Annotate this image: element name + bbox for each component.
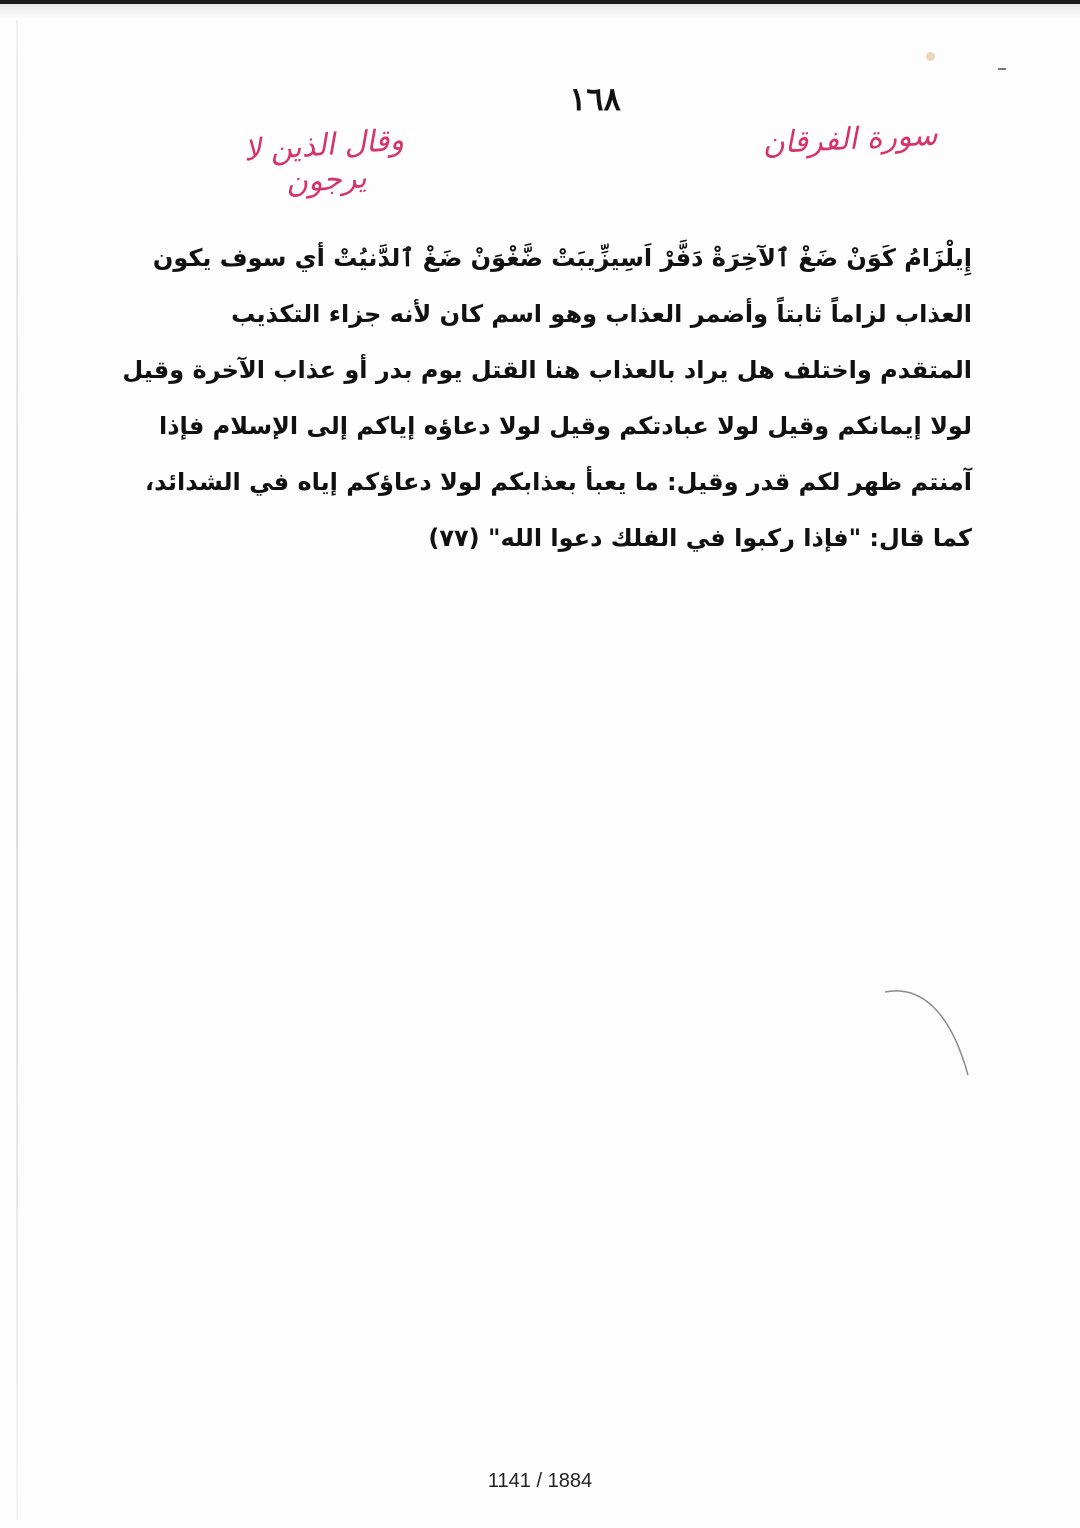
body-line: المتقدم واختلف هل يراد بالعذاب هنا القتل يوم بدر أو عذاب الآخرة وقيل	[122, 356, 972, 384]
handwritten-header-left: وقال الذين لا يرجون	[242, 122, 405, 201]
scan-speck	[926, 52, 935, 61]
scan-mark	[998, 68, 1006, 70]
pencil-arc-mark	[880, 980, 980, 1090]
body-paragraph	[122, 230, 972, 566]
page-number: ١٦٨	[569, 80, 621, 118]
body-line: إِيلْزَامُ كَوَنْ ضَغْ ٱلآخِرَةْ دَفَّرْ اَسِيزِّيبَتْ ضَّغْوَنْ ضَغْ ٱلدَّنيُتْ أي سوف يكون	[152, 244, 972, 272]
body-line: كما قال: "فإذا ركبوا في الفلك دعوا الله" (٧٧)	[428, 524, 972, 552]
scan-left-edge	[16, 20, 18, 1520]
body-line: العذاب لزاماً ثابتاً وأضمر العذاب وهو اسم كان لأنه جزاء التكذيب	[231, 300, 972, 328]
scan-top-shadow	[0, 4, 1080, 18]
handwritten-header-right: سورة الفرقان	[761, 117, 939, 162]
body-line: آمنتم ظهر لكم قدر وقيل: ما يعبأ بعذابكم لولا دعاؤكم إياه في الشدائد،	[145, 468, 972, 496]
body-line: لولا إيمانكم وقيل لولا عبادتكم وقيل لولا دعاؤه إياكم إلى الإسلام فإذا	[159, 412, 972, 440]
page-indicator: 1141 / 1884	[487, 1470, 593, 1492]
